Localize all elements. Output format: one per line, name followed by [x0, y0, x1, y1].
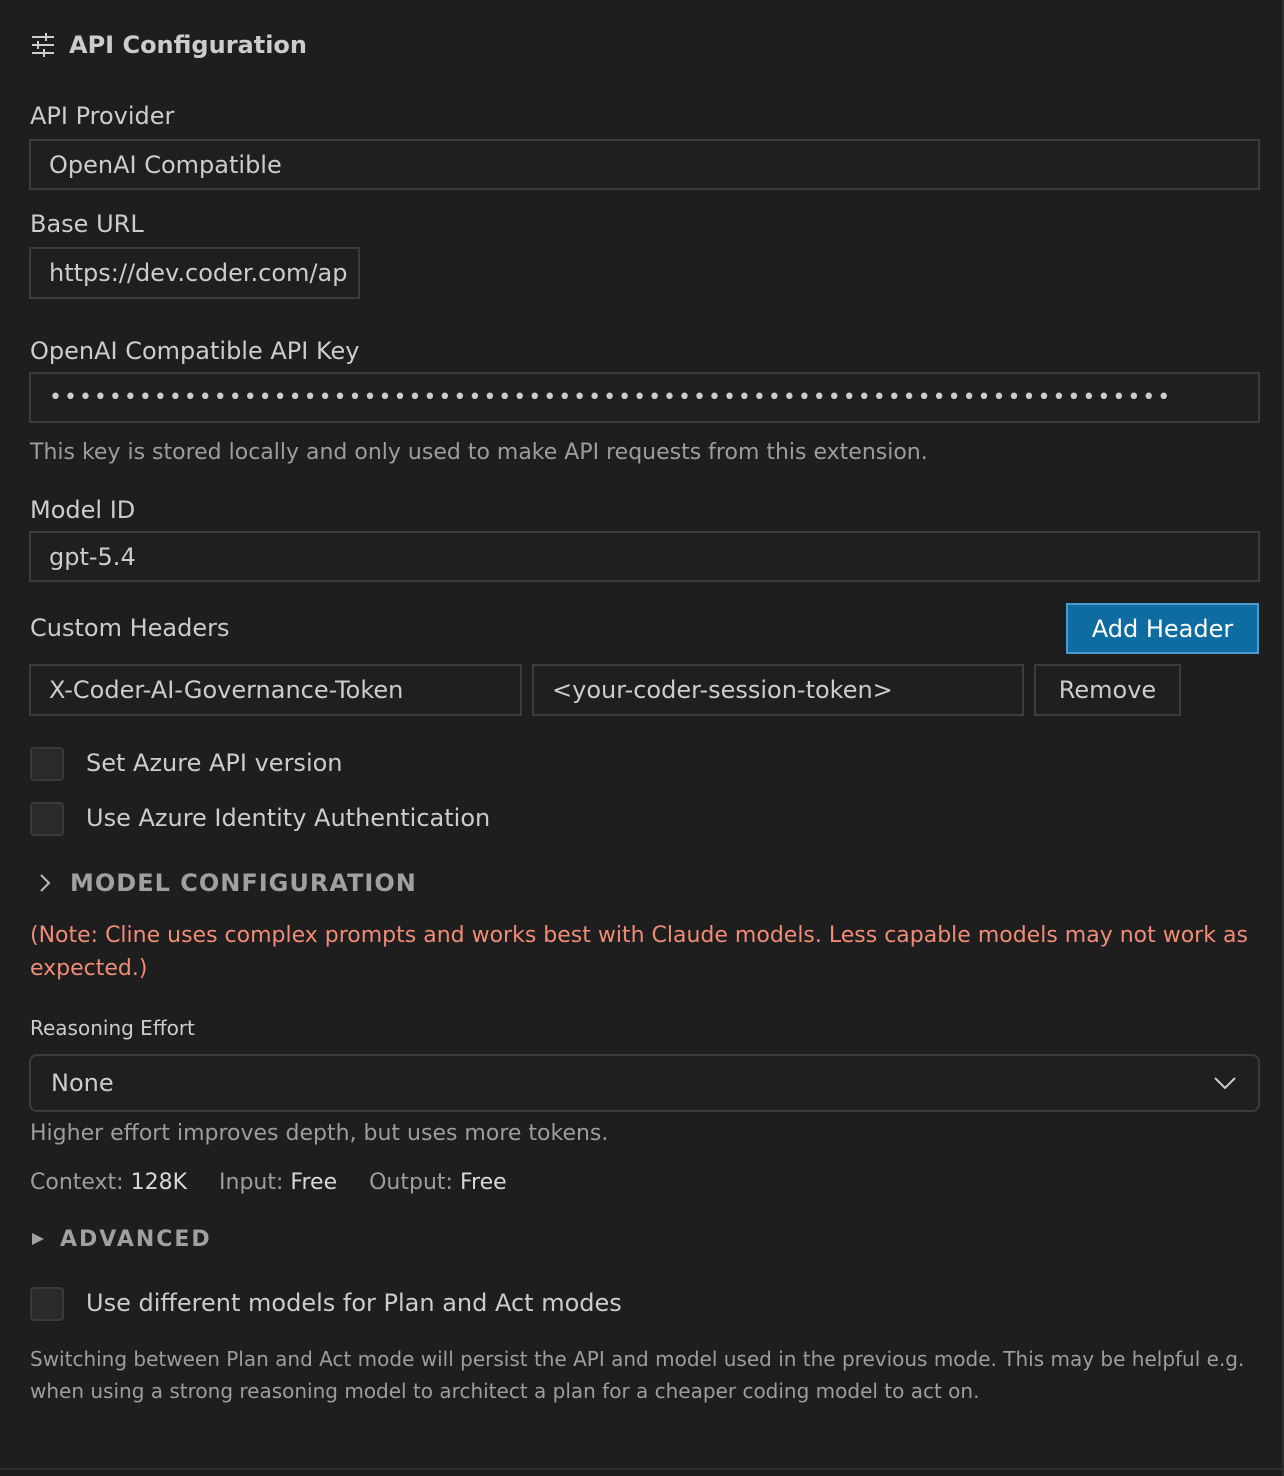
- output-label: Output:: [369, 1170, 453, 1195]
- context-label: Context:: [30, 1170, 124, 1195]
- model-stats: [30, 1170, 507, 1195]
- plan-act-label[interactable]: Use different models for Plan and Act modes: [86, 1289, 622, 1317]
- plan-act-checkbox[interactable]: [30, 1287, 64, 1321]
- chevron-right-icon: [34, 866, 56, 900]
- model-id-input[interactable]: [29, 531, 1260, 582]
- api-provider-value: OpenAI Compatible: [49, 150, 282, 179]
- input-label: Input:: [219, 1170, 284, 1195]
- base-url-label: Base URL: [30, 210, 144, 238]
- advanced-title: ADVANCED: [60, 1226, 212, 1252]
- remove-header-button[interactable]: Remove: [1034, 664, 1181, 716]
- azure-identity-label[interactable]: Use Azure Identity Authentication: [86, 804, 491, 832]
- sliders-icon: [30, 32, 56, 58]
- header-name-input[interactable]: [29, 664, 522, 716]
- input-value: Free: [290, 1170, 338, 1195]
- api-provider-select[interactable]: [29, 139, 1260, 190]
- api-key-masked-value: •••••••••••••••••••••••••••••••••••••••••••••••••••••••••••••••••••••••••••: [49, 385, 1173, 410]
- model-id-label: Model ID: [30, 496, 136, 524]
- bottom-divider: [0, 1468, 1284, 1470]
- azure-api-version-checkbox[interactable]: [30, 747, 64, 781]
- add-header-button[interactable]: Add Header: [1066, 603, 1259, 654]
- api-key-input[interactable]: [29, 372, 1260, 423]
- plan-act-description: Switching between Plan and Act mode will persist the API and model used in the previous mode. This may be helpful e.g. when using a strong reasoning model to architect a plan for a cheaper coding model to act on.: [30, 1347, 1245, 1403]
- model-configuration-toggle[interactable]: [34, 866, 417, 900]
- azure-identity-checkbox[interactable]: [30, 802, 64, 836]
- context-value: 128K: [130, 1170, 188, 1195]
- header-value-value: <your-coder-session-token>: [552, 676, 893, 704]
- reasoning-effort-select[interactable]: [29, 1054, 1260, 1112]
- base-url-input[interactable]: [29, 247, 360, 299]
- api-provider-label: API Provider: [30, 102, 175, 130]
- model-warning-note: (Note: Cline uses complex prompts and works best with Claude models. Less capable models may not work as expected.): [30, 923, 1248, 981]
- section-header: [30, 28, 307, 62]
- chevron-down-icon: [1212, 1070, 1238, 1096]
- azure-api-version-label[interactable]: Set Azure API version: [86, 749, 343, 777]
- header-name-value: X-Coder-AI-Governance-Token: [49, 676, 404, 704]
- base-url-value: https://dev.coder.com/ap: [49, 259, 348, 287]
- api-key-label: OpenAI Compatible API Key: [30, 337, 360, 365]
- reasoning-effort-value: None: [51, 1069, 114, 1097]
- reasoning-effort-hint: Higher effort improves depth, but uses more tokens.: [30, 1121, 609, 1146]
- model-id-value: gpt-5.4: [49, 542, 136, 571]
- reasoning-effort-label: Reasoning Effort: [30, 1016, 195, 1040]
- section-title: API Configuration: [69, 31, 307, 59]
- header-value-input[interactable]: [532, 664, 1024, 716]
- advanced-toggle[interactable]: [30, 1224, 212, 1254]
- model-configuration-title: MODEL CONFIGURATION: [70, 869, 417, 897]
- triangle-right-icon: [30, 1224, 46, 1254]
- output-value: Free: [459, 1170, 507, 1195]
- custom-headers-label: Custom Headers: [30, 614, 230, 642]
- api-key-hint: This key is stored locally and only used to make API requests from this extension.: [30, 440, 928, 465]
